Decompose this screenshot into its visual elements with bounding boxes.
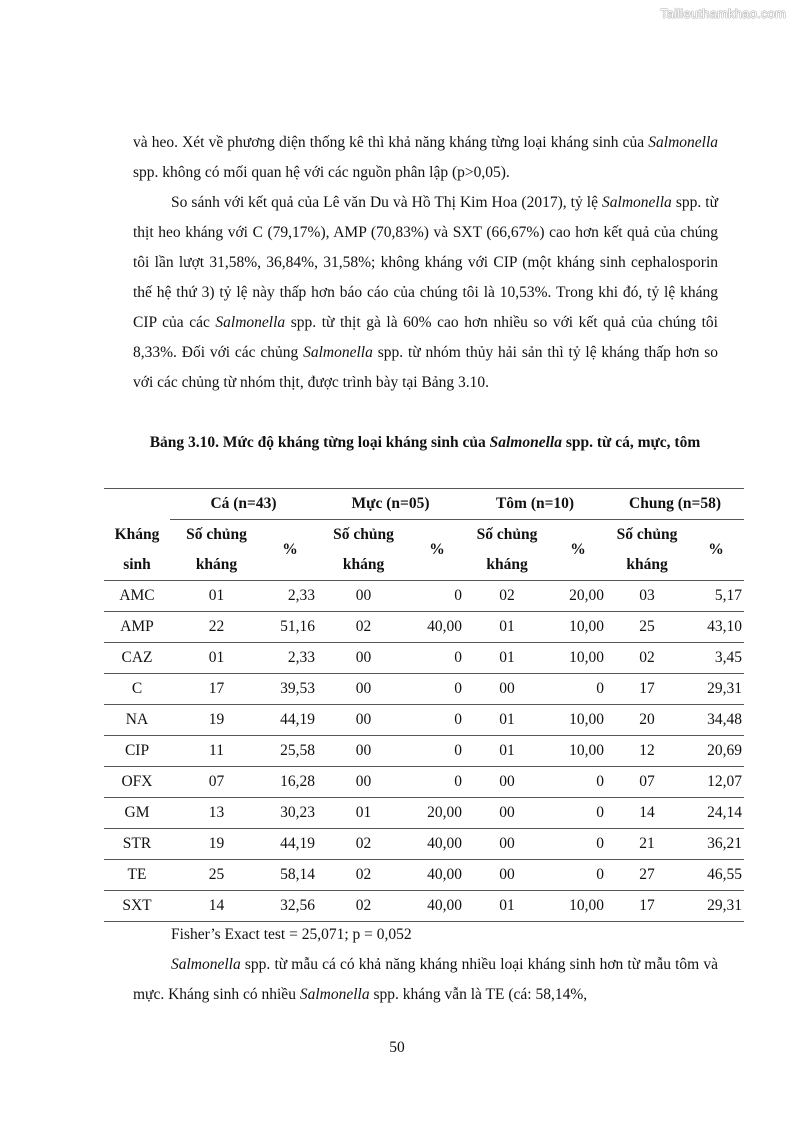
cell-pct-ca: 44,19 <box>263 705 317 736</box>
cell-strains-muc: 02 <box>317 829 410 860</box>
table-row <box>104 674 744 705</box>
cell-pct-ca: 44,19 <box>263 829 317 860</box>
cell-antibiotic: CAZ <box>104 643 170 674</box>
cell-strains-chung: 21 <box>606 829 688 860</box>
table-sub-header-row <box>104 520 744 581</box>
paragraph-2-italic-2: Salmonella <box>215 314 286 331</box>
cell-strains-muc: 02 <box>317 860 410 891</box>
cell-strains-tom: 01 <box>464 643 550 674</box>
cell-strains-tom: 00 <box>464 829 550 860</box>
cell-pct-muc: 40,00 <box>410 612 464 643</box>
cell-pct-ca: 58,14 <box>263 860 317 891</box>
table-row <box>104 829 744 860</box>
cell-pct-muc: 0 <box>410 767 464 798</box>
cell-pct-ca: 2,33 <box>263 581 317 612</box>
cell-strains-ca: 25 <box>170 860 263 891</box>
cell-pct-chung: 43,10 <box>688 612 744 643</box>
cell-strains-chung: 02 <box>606 643 688 674</box>
paragraph-2-italic-3: Salmonella <box>303 344 373 361</box>
cell-strains-ca: 14 <box>170 891 263 922</box>
header-pct-muc: % <box>410 520 464 581</box>
cell-strains-chung: 07 <box>606 767 688 798</box>
cell-pct-ca: 39,53 <box>263 674 317 705</box>
header-pct-chung: % <box>688 520 744 581</box>
cell-antibiotic: SXT <box>104 891 170 922</box>
table-row <box>104 736 744 767</box>
cell-pct-chung: 24,14 <box>688 798 744 829</box>
cell-strains-tom: 00 <box>464 674 550 705</box>
group-header-tom: Tôm (n=10) <box>464 489 606 520</box>
cell-strains-ca: 22 <box>170 612 263 643</box>
cell-pct-tom: 0 <box>550 674 606 705</box>
table-row <box>104 612 744 643</box>
paragraph-1-line-1: và heo. Xét về phương diện thống kê thì khả năng kháng từng loại kháng sinh của <box>133 134 645 151</box>
cell-antibiotic: AMP <box>104 612 170 643</box>
cell-antibiotic: C <box>104 674 170 705</box>
table-row <box>104 891 744 922</box>
table-corner-cell <box>104 489 170 520</box>
cell-pct-tom: 0 <box>550 829 606 860</box>
cell-strains-muc: 02 <box>317 891 410 922</box>
paragraph-2-part-2: spp. từ thịt heo kháng với C (79,17%), AMP (70,83%) và SXT (66,67%) cao hơn kết quả của chúng tôi lần lượt 31,58%, 36,84%, 31,58%; không kháng với CIP (một kháng sinh cephalosporin thế hệ thứ 3) tỷ lệ này thấp hơn báo cáo của chúng tôi là 10,53%. Trong khi đó, tỷ lệ kháng CIP của các <box>133 194 718 331</box>
cell-strains-chung: 27 <box>606 860 688 891</box>
table-group-header-row <box>104 489 744 520</box>
page-number: 50 <box>389 1039 405 1056</box>
header-pct-tom: % <box>550 520 606 581</box>
header-strains-muc: Số chủng kháng <box>317 520 410 581</box>
table-caption <box>120 428 730 458</box>
cell-strains-tom: 02 <box>464 581 550 612</box>
cell-strains-ca: 17 <box>170 674 263 705</box>
cell-pct-ca: 25,58 <box>263 736 317 767</box>
cell-strains-ca: 07 <box>170 767 263 798</box>
paragraph-3-part-1: spp. từ mẫu cá có khả năng kháng nhiều loại kháng sinh hơn từ mẫu tôm và mực. Kháng sinh có nhiều <box>133 956 718 1003</box>
cell-strains-tom: 01 <box>464 891 550 922</box>
cell-antibiotic: AMC <box>104 581 170 612</box>
cell-strains-muc: 00 <box>317 581 410 612</box>
cell-strains-ca: 19 <box>170 705 263 736</box>
cell-antibiotic: STR <box>104 829 170 860</box>
cell-strains-chung: 14 <box>606 798 688 829</box>
paragraph-1 <box>133 128 718 188</box>
cell-antibiotic: OFX <box>104 767 170 798</box>
cell-pct-chung: 5,17 <box>688 581 744 612</box>
cell-strains-ca: 01 <box>170 581 263 612</box>
group-header-muc: Mực (n=05) <box>317 489 464 520</box>
cell-pct-muc: 0 <box>410 674 464 705</box>
cell-strains-muc: 00 <box>317 643 410 674</box>
cell-strains-chung: 17 <box>606 674 688 705</box>
cell-pct-chung: 12,07 <box>688 767 744 798</box>
paragraph-2-part-3: spp. từ thịt gà là 60% cao hơn nhiều so với kết quả của chúng tôi 8,33%. Đối với các chủng <box>133 314 718 361</box>
cell-pct-tom: 10,00 <box>550 736 606 767</box>
table-caption-italic: Salmonella <box>489 434 562 451</box>
cell-antibiotic: TE <box>104 860 170 891</box>
table-row <box>104 581 744 612</box>
cell-strains-muc: 02 <box>317 612 410 643</box>
watermark: Tailieuthamkhao.com <box>660 6 786 21</box>
cell-pct-ca: 2,33 <box>263 643 317 674</box>
cell-pct-chung: 29,31 <box>688 891 744 922</box>
cell-pct-ca: 30,23 <box>263 798 317 829</box>
cell-strains-tom: 01 <box>464 705 550 736</box>
cell-strains-ca: 01 <box>170 643 263 674</box>
cell-antibiotic: GM <box>104 798 170 829</box>
table-row <box>104 860 744 891</box>
cell-antibiotic: CIP <box>104 736 170 767</box>
cell-pct-chung: 3,45 <box>688 643 744 674</box>
cell-pct-tom: 10,00 <box>550 891 606 922</box>
cell-strains-chung: 20 <box>606 705 688 736</box>
cell-pct-muc: 40,00 <box>410 891 464 922</box>
paragraph-2-italic-1: Salmonella <box>602 194 672 211</box>
cell-pct-tom: 0 <box>550 798 606 829</box>
cell-pct-chung: 34,48 <box>688 705 744 736</box>
cell-pct-tom: 10,00 <box>550 643 606 674</box>
cell-pct-chung: 36,21 <box>688 829 744 860</box>
cell-pct-tom: 10,00 <box>550 705 606 736</box>
paragraph-2-part-4: spp. từ nhóm thủy hải sản thì tỷ lệ kháng thấp hơn so với các chủng từ nhóm thịt, được trình bày tại Bảng 3.10. <box>133 344 718 391</box>
header-pct-ca: % <box>263 520 317 581</box>
cell-strains-tom: 01 <box>464 736 550 767</box>
paragraph-3-italic-2: Salmonella <box>299 986 370 1003</box>
paragraph-1-line-2: spp. không có mối quan hệ với các nguồn phân lập (p>0,05). <box>133 164 510 181</box>
cell-strains-chung: 12 <box>606 736 688 767</box>
paragraph-3-part-2: spp. kháng vẫn là TE (cá: 58,14%, <box>369 986 588 1003</box>
cell-strains-chung: 17 <box>606 891 688 922</box>
cell-strains-ca: 19 <box>170 829 263 860</box>
cell-pct-muc: 0 <box>410 581 464 612</box>
paragraph-3 <box>133 950 718 1010</box>
cell-strains-tom: 00 <box>464 767 550 798</box>
paragraph-3-italic-1: Salmonella <box>171 956 241 973</box>
cell-strains-chung: 03 <box>606 581 688 612</box>
cell-strains-ca: 13 <box>170 798 263 829</box>
cell-pct-ca: 51,16 <box>263 612 317 643</box>
cell-pct-muc: 0 <box>410 736 464 767</box>
cell-antibiotic: NA <box>104 705 170 736</box>
resistance-table <box>104 488 744 922</box>
group-header-ca: Cá (n=43) <box>170 489 317 520</box>
header-antibiotic: Kháng sinh <box>104 520 170 581</box>
table-caption-part-2: spp. từ cá, mực, tôm <box>561 434 701 451</box>
cell-pct-tom: 10,00 <box>550 612 606 643</box>
table-row <box>104 798 744 829</box>
cell-strains-muc: 00 <box>317 705 410 736</box>
cell-pct-tom: 20,00 <box>550 581 606 612</box>
cell-strains-muc: 00 <box>317 767 410 798</box>
cell-pct-chung: 20,69 <box>688 736 744 767</box>
header-strains-chung: Số chủng kháng <box>606 520 688 581</box>
cell-strains-tom: 01 <box>464 612 550 643</box>
cell-pct-chung: 46,55 <box>688 860 744 891</box>
header-strains-ca: Số chủng kháng <box>170 520 263 581</box>
cell-pct-tom: 0 <box>550 767 606 798</box>
cell-pct-muc: 0 <box>410 705 464 736</box>
table-caption-part-1: Bảng 3.10. Mức độ kháng từng loại kháng sinh của <box>149 434 490 451</box>
fisher-test: Fisher’s Exact test = 25,071; p = 0,052 <box>171 926 412 943</box>
cell-pct-muc: 20,00 <box>410 798 464 829</box>
cell-strains-chung: 25 <box>606 612 688 643</box>
cell-pct-tom: 0 <box>550 860 606 891</box>
cell-strains-muc: 01 <box>317 798 410 829</box>
cell-strains-tom: 00 <box>464 860 550 891</box>
cell-pct-ca: 16,28 <box>263 767 317 798</box>
fisher-line <box>133 920 718 950</box>
table-body <box>104 581 744 922</box>
cell-strains-muc: 00 <box>317 736 410 767</box>
table-row <box>104 705 744 736</box>
cell-pct-muc: 0 <box>410 643 464 674</box>
cell-pct-muc: 40,00 <box>410 829 464 860</box>
cell-strains-tom: 00 <box>464 798 550 829</box>
cell-strains-ca: 11 <box>170 736 263 767</box>
group-header-chung: Chung (n=58) <box>606 489 744 520</box>
paragraph-1-italic: Salmonella <box>648 134 719 151</box>
cell-pct-muc: 40,00 <box>410 860 464 891</box>
table-row <box>104 767 744 798</box>
table-row <box>104 643 744 674</box>
cell-strains-muc: 00 <box>317 674 410 705</box>
paragraph-2 <box>133 188 718 398</box>
cell-pct-chung: 29,31 <box>688 674 744 705</box>
header-strains-tom: Số chủng kháng <box>464 520 550 581</box>
cell-pct-ca: 32,56 <box>263 891 317 922</box>
paragraph-2-part-1: So sánh với kết quả của Lê văn Du và Hồ Thị Kim Hoa (2017), tỷ lệ <box>171 194 603 211</box>
